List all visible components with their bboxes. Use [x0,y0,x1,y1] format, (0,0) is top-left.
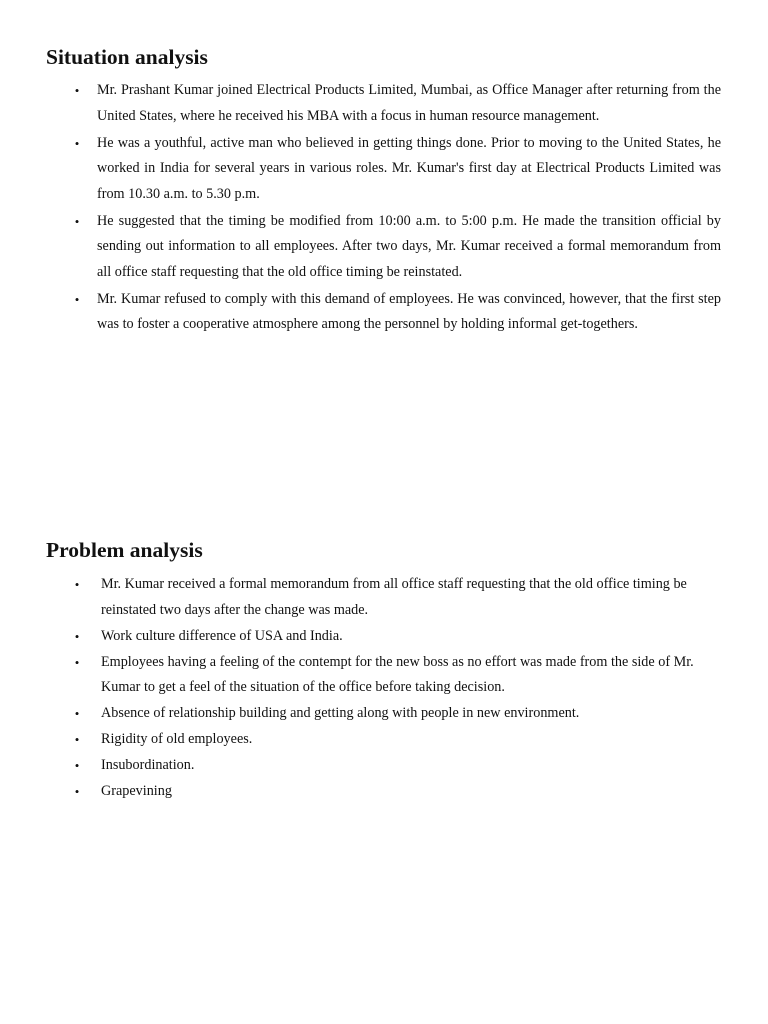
problem-analysis-list [0,572,768,805]
list-item-text: Mr. Kumar received a formal memorandum from all office staff requesting that the old office timing be reinstated two days after the change was made. [101,576,687,618]
situation-analysis-section [0,42,768,339]
list-item [0,131,768,208]
list-item [0,78,768,129]
bullet-icon: • [74,654,80,670]
list-item-text: Absence of relationship building and getting along with people in new environment. [101,705,580,721]
list-item-text: He suggested that the timing be modified from 10:00 a.m. to 5:00 p.m. He made the transition official by sending out information to all employees. After two days, Mr. Kumar received a formal memorandum from all office staff requesting that the old office timing be reinstated. [97,212,721,280]
list-item [0,779,768,805]
list-item-text: Insubordination. [101,757,195,773]
list-item-text: He was a youthful, active man who believed in getting things done. Prior to moving to the United States, he worked in India for several years in various roles. Mr. Kumar's first day at Electrical Products Limited was from 10.30 a.m. to 5.30 p.m. [97,134,721,202]
list-item-text: Employees having a feeling of the contempt for the new boss as no effort was made from the side of Mr. Kumar to get a feel of the situation of the office before taking decision. [101,653,694,695]
list-item [0,753,768,779]
situation-analysis-heading: Situation analysis [46,45,208,69]
problem-analysis-section [0,535,768,805]
list-item-text: Work culture difference of USA and India. [101,627,343,644]
bullet-icon: • [74,83,80,98]
situation-analysis-list [0,78,768,338]
bullet-icon: • [74,732,80,747]
problem-analysis-heading: Problem analysis [46,538,203,562]
bullet-icon: • [74,784,80,799]
list-item-text: Rigidity of old employees. [101,731,253,747]
bullet-icon: • [74,706,80,721]
list-item [0,701,768,727]
list-item-text: Mr. Prashant Kumar joined Electrical Products Limited, Mumbai, as Office Manager after returning from the United States, where he received his MBA with a focus in human resource management. [97,82,721,124]
list-item [0,209,768,286]
bullet-icon: • [74,628,80,644]
list-item [0,572,768,623]
bullet-icon: • [74,135,80,151]
list-item [0,287,768,338]
list-item-text: Mr. Kumar refused to comply with this demand of employees. He was convinced, however, that the first step was to foster a cooperative atmosphere among the personnel by holding informal get-togethers. [97,290,721,332]
list-item [0,624,768,650]
bullet-icon: • [74,213,80,229]
list-item [0,727,768,753]
bullet-icon: • [74,577,80,592]
list-item [0,650,768,701]
bullet-icon: • [74,291,80,307]
list-item-text: Grapevining [101,783,172,799]
bullet-icon: • [74,758,80,773]
